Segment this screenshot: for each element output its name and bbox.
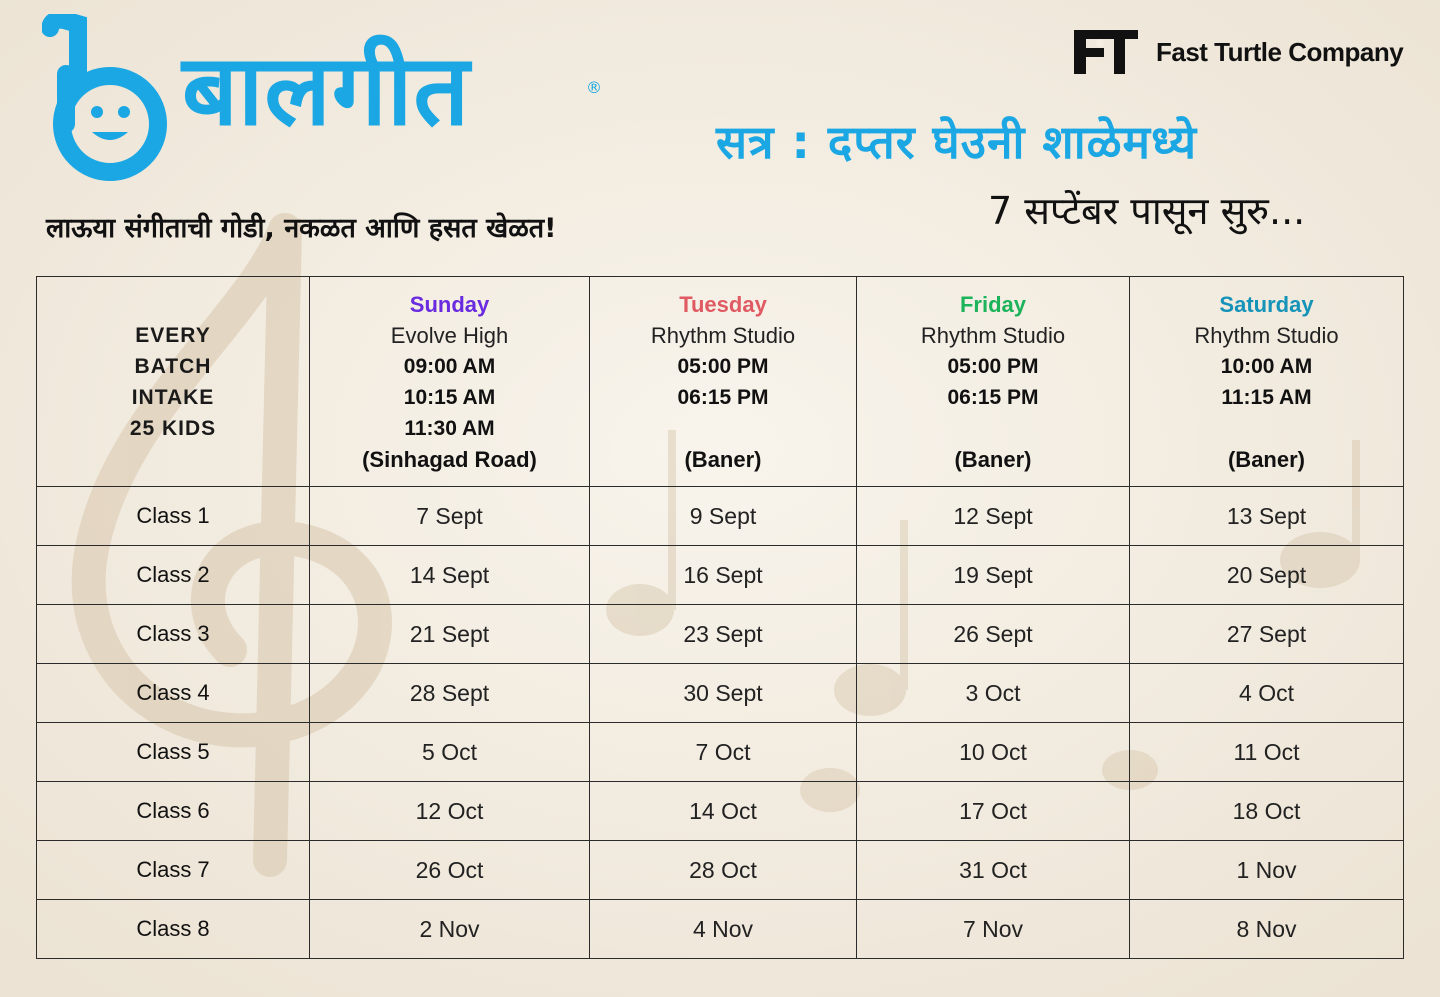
company-brand	[1074, 30, 1403, 74]
time-slot: 06:15 PM	[677, 385, 769, 409]
day-label: Saturday	[1219, 291, 1314, 317]
day-label: Sunday	[409, 291, 490, 317]
class-date-cell: 2 Nov	[310, 900, 590, 959]
class-date-cell: 4 Nov	[590, 900, 857, 959]
class-date-cell: 1 Nov	[1130, 841, 1404, 900]
class-label: Class 2	[37, 546, 310, 605]
class-label: Class 1	[37, 487, 310, 546]
tagline: लाऊया संगीताची गोडी, नकळत आणि हसत खेळत!	[46, 213, 557, 244]
time-slot: 10:00 AM	[1220, 354, 1313, 378]
table-row	[37, 782, 1404, 841]
time-slot: 05:00 PM	[677, 354, 769, 378]
table-row	[37, 841, 1404, 900]
ft-logo-icon	[1074, 30, 1138, 74]
class-date-cell: 13 Sept	[1130, 487, 1404, 546]
header-sunday	[310, 277, 590, 487]
class-date-cell: 30 Sept	[590, 664, 857, 723]
class-date-cell: 23 Sept	[590, 605, 857, 664]
area-label: (Baner)	[684, 446, 762, 472]
class-date-cell: 31 Oct	[857, 841, 1130, 900]
area-label: (Baner)	[954, 446, 1032, 472]
class-date-cell: 8 Nov	[1130, 900, 1404, 959]
time-slot: 10:15 AM	[403, 385, 496, 409]
venue-label: Rhythm Studio	[1194, 322, 1339, 348]
table-row	[37, 487, 1404, 546]
day-label: Friday	[959, 291, 1027, 317]
table-row	[37, 723, 1404, 782]
venue-label: Rhythm Studio	[920, 322, 1066, 348]
intake-cell	[37, 277, 310, 487]
registered-mark: ®	[586, 78, 602, 97]
class-date-cell: 28 Sept	[310, 664, 590, 723]
intake-line: 25 KIDS	[129, 416, 217, 440]
class-date-cell: 5 Oct	[310, 723, 590, 782]
class-date-cell: 28 Oct	[590, 841, 857, 900]
class-date-cell: 16 Sept	[590, 546, 857, 605]
area-label: (Baner)	[1227, 446, 1305, 472]
day-label: Tuesday	[679, 291, 767, 317]
table-header-row	[37, 277, 1404, 487]
class-date-cell: 17 Oct	[857, 782, 1130, 841]
class-date-cell: 26 Sept	[857, 605, 1130, 664]
session-title: सत्र : दप्तर घेउनी शाळेमध्ये	[716, 115, 1198, 169]
class-date-cell: 3 Oct	[857, 664, 1130, 723]
table-row	[37, 664, 1404, 723]
intake-line: BATCH	[134, 354, 212, 378]
class-date-cell: 26 Oct	[310, 841, 590, 900]
header-tuesday	[590, 277, 857, 487]
class-date-cell: 12 Oct	[310, 782, 590, 841]
time-slot: 05:00 PM	[947, 354, 1039, 378]
class-date-cell: 21 Sept	[310, 605, 590, 664]
table-row	[37, 546, 1404, 605]
class-label: Class 5	[37, 723, 310, 782]
time-slot: 11:30 AM	[404, 416, 495, 440]
class-label: Class 7	[37, 841, 310, 900]
class-date-cell: 27 Sept	[1130, 605, 1404, 664]
class-date-cell: 20 Sept	[1130, 546, 1404, 605]
class-date-cell: 14 Oct	[590, 782, 857, 841]
class-date-cell: 10 Oct	[857, 723, 1130, 782]
venue-label: Rhythm Studio	[650, 322, 796, 348]
brand-name: बालगीत	[182, 34, 471, 148]
time-slot: 11:15 AM	[1221, 385, 1312, 409]
class-label: Class 8	[37, 900, 310, 959]
header-friday	[857, 277, 1130, 487]
class-date-cell: 7 Sept	[310, 487, 590, 546]
class-date-cell: 14 Sept	[310, 546, 590, 605]
area-label: (Sinhagad Road)	[362, 446, 537, 472]
class-date-cell: 12 Sept	[857, 487, 1130, 546]
time-slot: 06:15 PM	[947, 385, 1039, 409]
session-start-date: 7 सप्टेंबर पासून सुरु...	[988, 189, 1306, 233]
class-label: Class 6	[37, 782, 310, 841]
schedule-table	[36, 276, 1404, 959]
class-date-cell: 18 Oct	[1130, 782, 1404, 841]
class-date-cell: 7 Oct	[590, 723, 857, 782]
class-date-cell: 11 Oct	[1130, 723, 1404, 782]
company-name: Fast Turtle Company	[1156, 36, 1404, 67]
venue-label: Evolve High	[390, 322, 509, 348]
class-label: Class 3	[37, 605, 310, 664]
class-date-cell: 19 Sept	[857, 546, 1130, 605]
time-slot: 09:00 AM	[403, 354, 496, 378]
intake-line: EVERY	[135, 323, 211, 347]
class-date-cell: 7 Nov	[857, 900, 1130, 959]
intake-line: INTAKE	[131, 385, 215, 409]
class-date-cell: 4 Oct	[1130, 664, 1404, 723]
balgeet-logo	[42, 14, 612, 184]
header-saturday	[1130, 277, 1404, 487]
class-label: Class 4	[37, 664, 310, 723]
table-row	[37, 605, 1404, 664]
table-row	[37, 900, 1404, 959]
smiley-b-logo-icon	[42, 14, 182, 184]
class-date-cell: 9 Sept	[590, 487, 857, 546]
